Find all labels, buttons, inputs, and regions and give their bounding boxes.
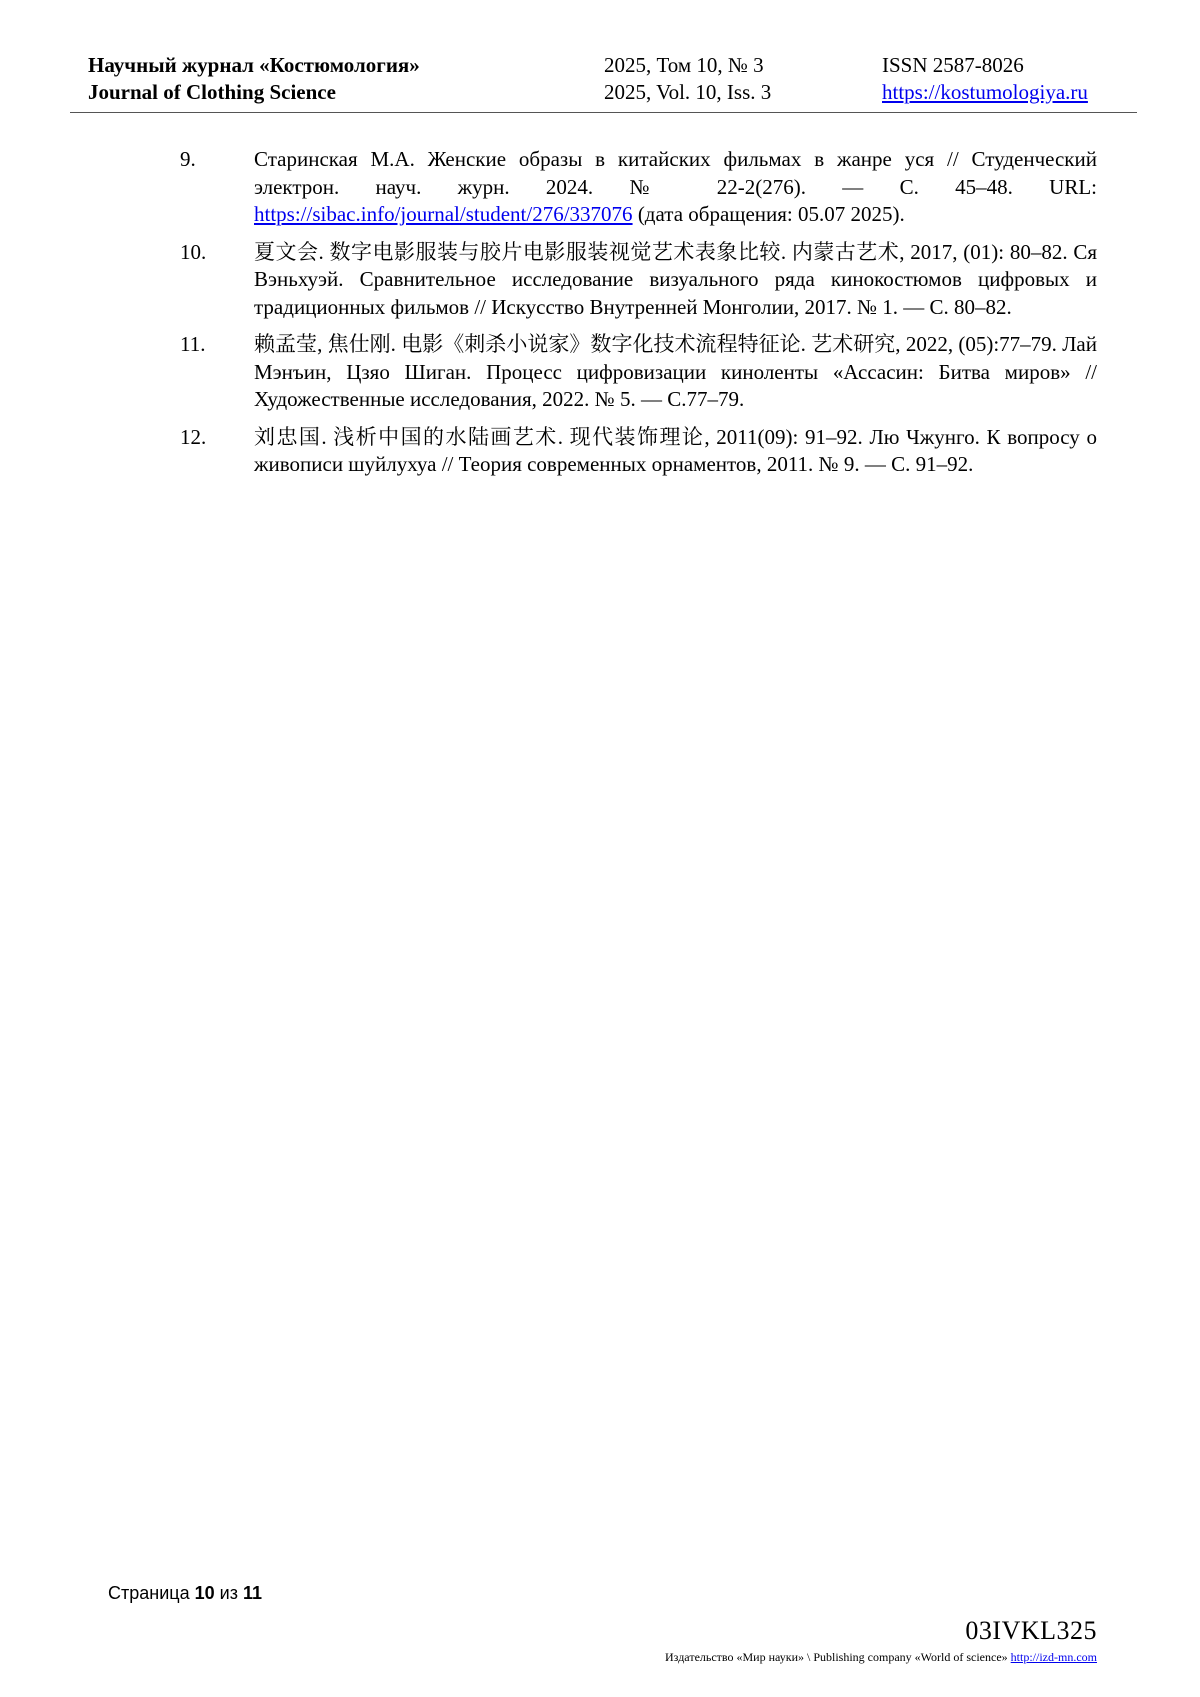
reference-number: 12.	[180, 424, 207, 449]
issue-info-block	[604, 52, 771, 106]
issn-block	[882, 52, 1088, 106]
reference-number: 10.	[180, 239, 207, 264]
journal-site-link[interactable]: https://kostumologiya.ru	[882, 80, 1088, 104]
publisher-line: Издательство «Мир науки» \ Publishing company «World of science» http://izd-mn.com	[665, 1650, 1097, 1664]
current-page: 10	[194, 1583, 215, 1603]
reference-text: 夏文会. 数字电影服装与胶片电影服装视觉艺术表象比较. 内蒙古艺术, 2017, (01): 80–82. Ся Вэньхуэй. Сравнительное исследование визуального ряда кинокостюмов цифровых и традиционных фильмов // Искусство Внутренней Монголии, 2017. № 1. — С. 80–82.	[254, 239, 1097, 319]
journal-title-ru: Научный журнал «Костюмология»	[88, 53, 420, 77]
reference-url-link[interactable]: https://sibac.info/journal/student/276/337076	[254, 202, 633, 226]
reference-item	[180, 146, 1097, 229]
reference-item	[180, 331, 1097, 414]
document-code: 03IVKL325	[965, 1616, 1097, 1645]
journal-title-en: Journal of Clothing Science	[88, 80, 336, 104]
reference-text: Старинская М.А. Женские образы в китайских фильмах в жанре уся // Студенческий электрон. науч. журн. 2024. № 22-2(276). — С. 45–48. URL: https://sibac.info/journal/student/276/337076 (дата обращения: 05.07 2025).	[254, 147, 1097, 226]
issue-info-en: 2025, Vol. 10, Iss. 3	[604, 80, 772, 104]
reference-text: 赖孟莹, 焦仕刚. 电影《刺杀小说家》数字化技术流程特征论. 艺术研究, 2022, (05):77–79. Лай Мэнъин, Цзяо Шиган. Процесс цифровизации киноленты «Ассасин: Битва миров» // Художественные исследования, 2022. № 5. — С.77–79.	[254, 332, 1097, 411]
reference-text: 刘忠国. 浅析中国的水陆画艺术. 现代装饰理论, 2011(09): 91–92. Лю Чжунго. К вопросу о живописи шуйлухуа // Теория современных орнаментов, 2011. № 9. — С. 91–92.	[254, 424, 1097, 476]
page-header	[70, 52, 1137, 113]
reference-item	[180, 424, 1097, 479]
issue-info-ru: 2025, Том 10, № 3	[604, 53, 764, 77]
reference-number: 11.	[180, 332, 206, 356]
page-number: Страница 10 из 11	[108, 1583, 263, 1603]
reference-list	[180, 146, 1097, 489]
total-pages: 11	[242, 1583, 263, 1603]
reference-item	[180, 239, 1097, 322]
issn: ISSN 2587-8026	[882, 53, 1024, 77]
journal-title-block	[88, 52, 420, 106]
publisher-link[interactable]: http://izd-mn.com	[1010, 1650, 1097, 1664]
reference-number: 9.	[180, 147, 196, 171]
